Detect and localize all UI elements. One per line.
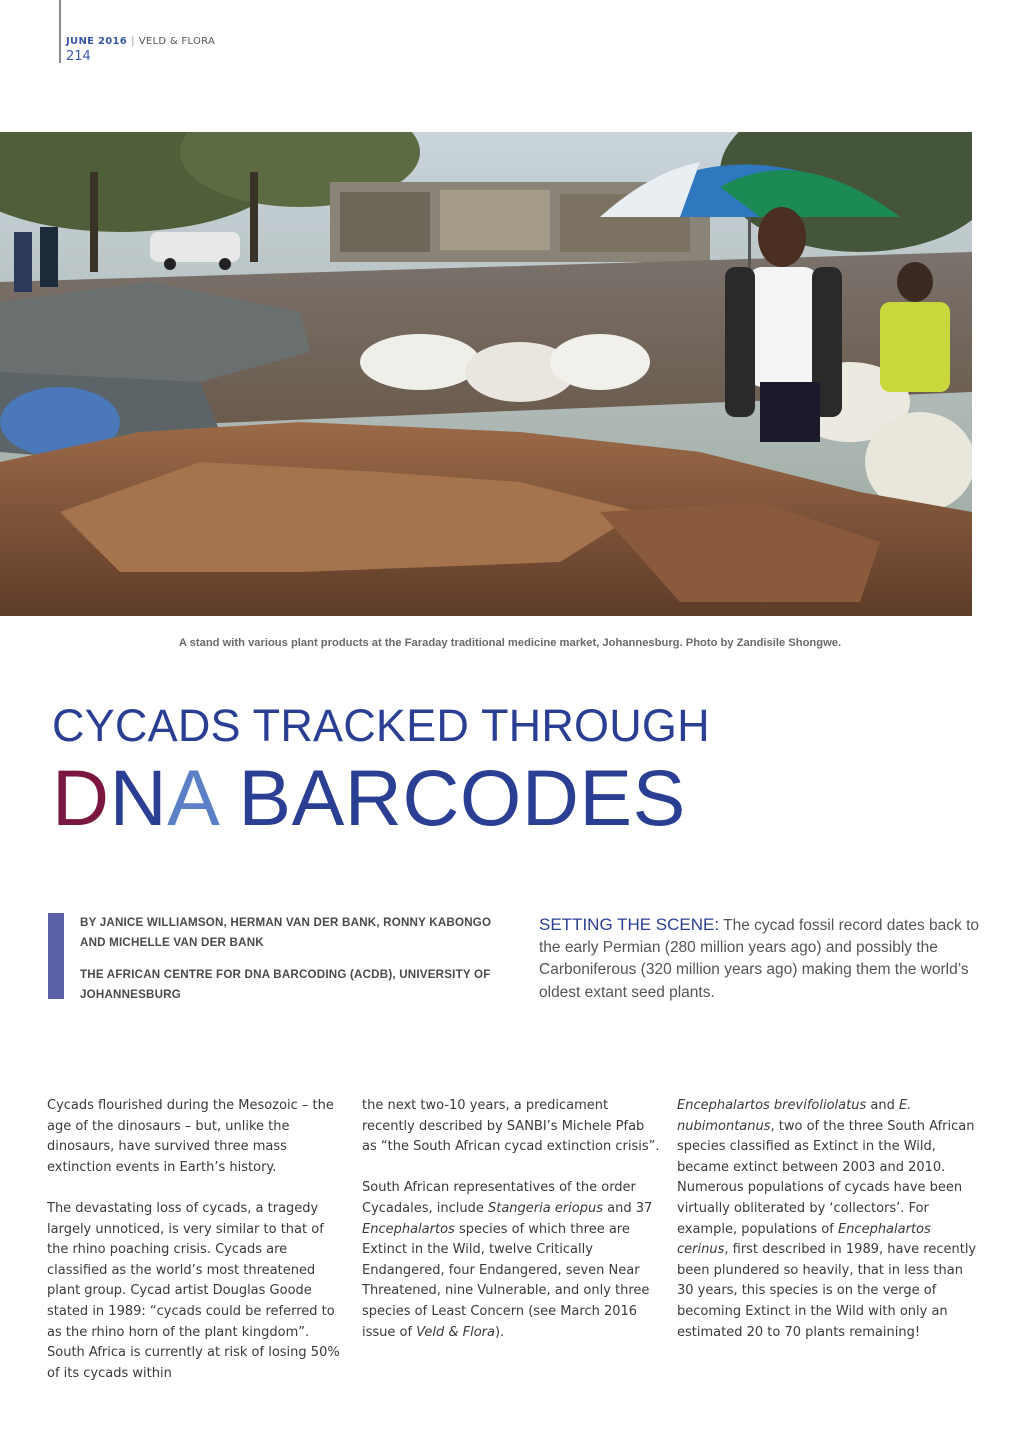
magazine-reference: Veld & Flora [416,1324,495,1340]
magazine-name: VELD & FLORA [138,36,216,47]
body-paragraph [362,1178,662,1343]
title-barcodes: BARCODES [215,753,686,842]
author-names: BY JANICE WILLIAMSON, HERMAN VAN DER BANK, RONNY KABONGO AND MICHELLE VAN DER BANK [80,916,492,949]
body-column-1 [47,1096,347,1384]
body-paragraph: Cycads flourished during the Mesozoic – the age of the dinosaurs – but, unlike the dinosaurs, have survived three mass extinction events in Earth’s history. [47,1098,334,1175]
header-rule [59,0,61,63]
photo-caption: A stand with various plant products at the Faraday traditional medicine market, Johannesburg. Photo by Zandisile Shongwe. [178,637,842,649]
title-letter-a: A [167,753,216,842]
genus-name: Encephalartos [362,1221,455,1237]
title-letter-d: D [52,753,110,842]
species-name: Encephalartos cerinus [677,1221,931,1258]
text-run: species of which three are Extinct in the Wild, twelve Critically Endangered, four Endangered, seven Near Threatened, nine Vulnerable, and only three species of Least Concern (see March 2016 issue of [362,1221,650,1340]
intro-text: The cycad fossil record dates back to the early Permian (280 million years ago) and possibly the Carboniferous (320 million years ago) making them the world’s oldest extant seed plants. [539,917,980,1001]
text-run: and [866,1098,899,1113]
body-column-2 [362,1096,662,1343]
running-header [66,36,215,47]
intro-heading: SETTING THE SCENE: [539,915,720,934]
author-affiliation: THE AFRICAN CENTRE FOR DNA BARCODING (ACDB), UNIVERSITY OF JOHANNESBURG [80,968,491,1001]
body-paragraph: the next two-10 years, a predicament recently described by SANBI’s Michele Pfab as “the South African cycad extinction crisis”. [362,1098,660,1155]
header-separator: | [131,36,135,47]
body-paragraph: The devastating loss of cycads, a tragedy largely unnoticed, is very similar to that of the rhino poaching crisis. Cycads are classified as the world’s most threatened plant group. Cycad artist Douglas Goode stated in 1989: “cycads could be referred to as the rhino horn of the plant kingdom”. South Africa is currently at risk of losing 50% of its cycads within [47,1200,340,1381]
species-name: Stangeria eriopus [487,1200,604,1216]
article-title-line1: CYCADS TRACKED THROUGH [52,700,710,751]
text-run: South African representatives of the order Cycadales, include [362,1180,636,1216]
text-run: ). [494,1324,505,1340]
species-name: Encephalartos brevifoliolatus [677,1098,867,1113]
body-paragraph [677,1096,977,1343]
species-name: E. nubimontanus [677,1098,912,1134]
text-run: and 37 [603,1200,653,1216]
body-column-3 [677,1096,977,1343]
title-letter-n: N [109,753,168,842]
issue-month: JUNE 2016 [66,36,128,47]
drop-cap-bar [48,913,64,999]
article-title-line2 [52,753,686,842]
text-run: , two of the three South African species classified as Extinct in the Wild, became extinct between 2003 and 2010. Numerous populations of cycads have been virtually obliterated by ‘collectors’. For example, populations of [677,1118,975,1237]
text-run: , first described in 1989, have recently been plundered so heavily, that in less than 30 years, this species is on the verge of becoming Extinct in the Wild with only an estimated 20 to 70 plants remaining! [677,1242,977,1340]
intro-paragraph [539,914,979,1004]
byline [80,913,500,1005]
market-photo [0,132,972,616]
page-number: 214 [66,49,91,64]
